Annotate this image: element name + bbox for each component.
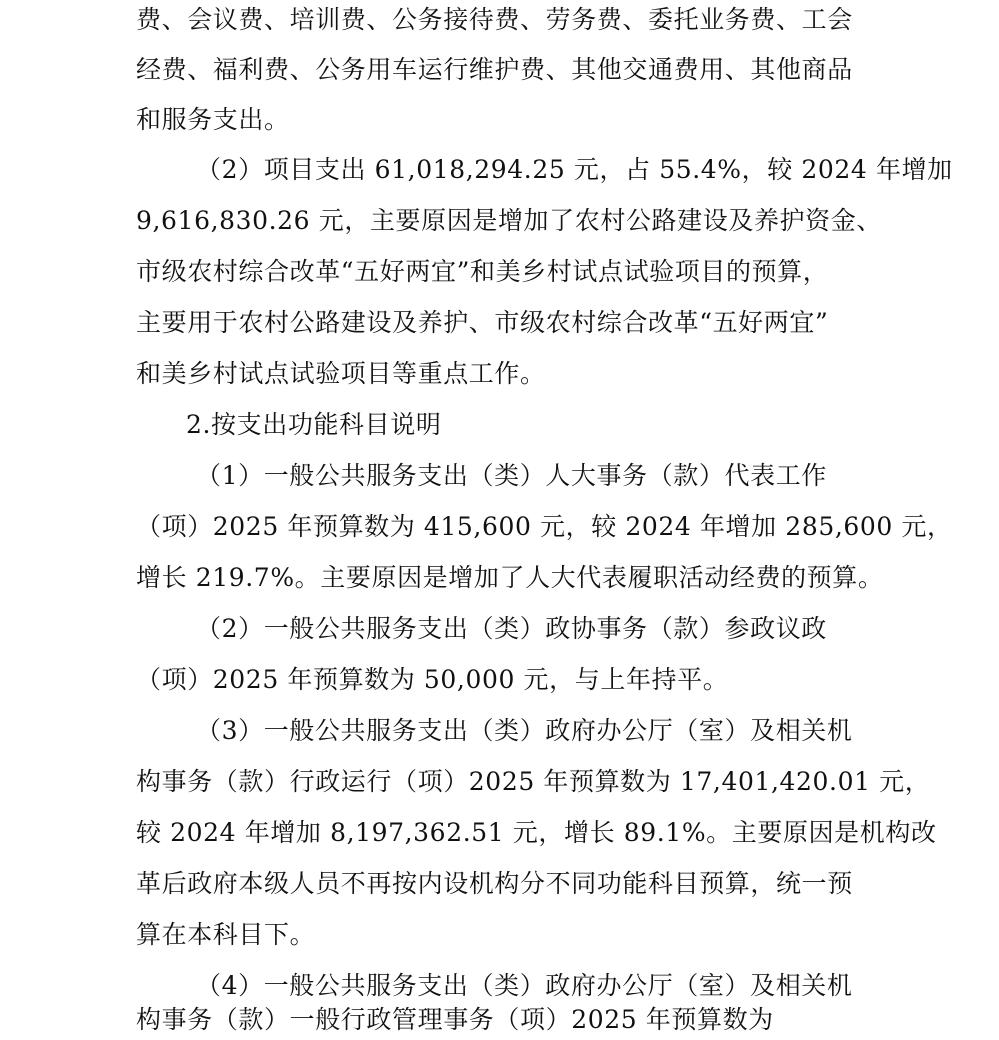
text-line: 革后政府本级人员不再按内设机构分不同功能科目预算，统一预 [136,869,853,898]
text-line: （1）一般公共服务支出（类）人大事务（款）代表工作 [196,461,827,490]
text-line: 和美乡村试点试验项目等重点工作。 [136,359,546,388]
text-line: （3）一般公共服务支出（类）政府办公厅（室）及相关机 [196,716,853,745]
text-line: 较 2024 年增加 8,197,362.51 元，增长 89.1%。主要原因是机构改 [136,818,937,847]
text-line: 市级农村综合改革“五好两宜”和美乡村试点试验项目的预算， [136,257,829,286]
text-line: 构事务（款）一般行政管理事务（项）2025 年预算数为 [136,1005,774,1034]
text-line: 主要用于农村公路建设及养护、市级农村综合改革“五好两宜” [136,308,829,337]
text-line: 和服务支出。 [136,105,290,134]
text-line: （2）一般公共服务支出（类）政协事务（款）参政议政 [196,614,827,643]
text-line: （4）一般公共服务支出（类）政府办公厅（室）及相关机 [196,971,853,1000]
text-line: （项）2025 年预算数为 50,000 元，与上年持平。 [136,665,729,694]
text-line: 费、会议费、培训费、公务接待费、劳务费、委托业务费、工会 [136,5,853,34]
text-line: 增长 219.7%。主要原因是增加了人大代表履职活动经费的预算。 [136,563,884,592]
section-heading: 2.按支出功能科目说明 [186,410,442,439]
text-line: 算在本科目下。 [136,920,316,949]
text-line: （2）项目支出 61,018,294.25 元，占 55.4%，较 2024 年增加 [196,155,953,184]
text-line: （项）2025 年预算数为 415,600 元，较 2024 年增加 285,600 元， [136,512,953,541]
text-line: 9,616,830.26 元，主要原因是增加了农村公路建设及养护资金、 [136,206,882,235]
text-line: 构事务（款）行政运行（项）2025 年预算数为 17,401,420.01 元， [136,767,931,796]
text-line: 经费、福利费、公务用车运行维护费、其他交通费用、其他商品 [136,55,853,84]
